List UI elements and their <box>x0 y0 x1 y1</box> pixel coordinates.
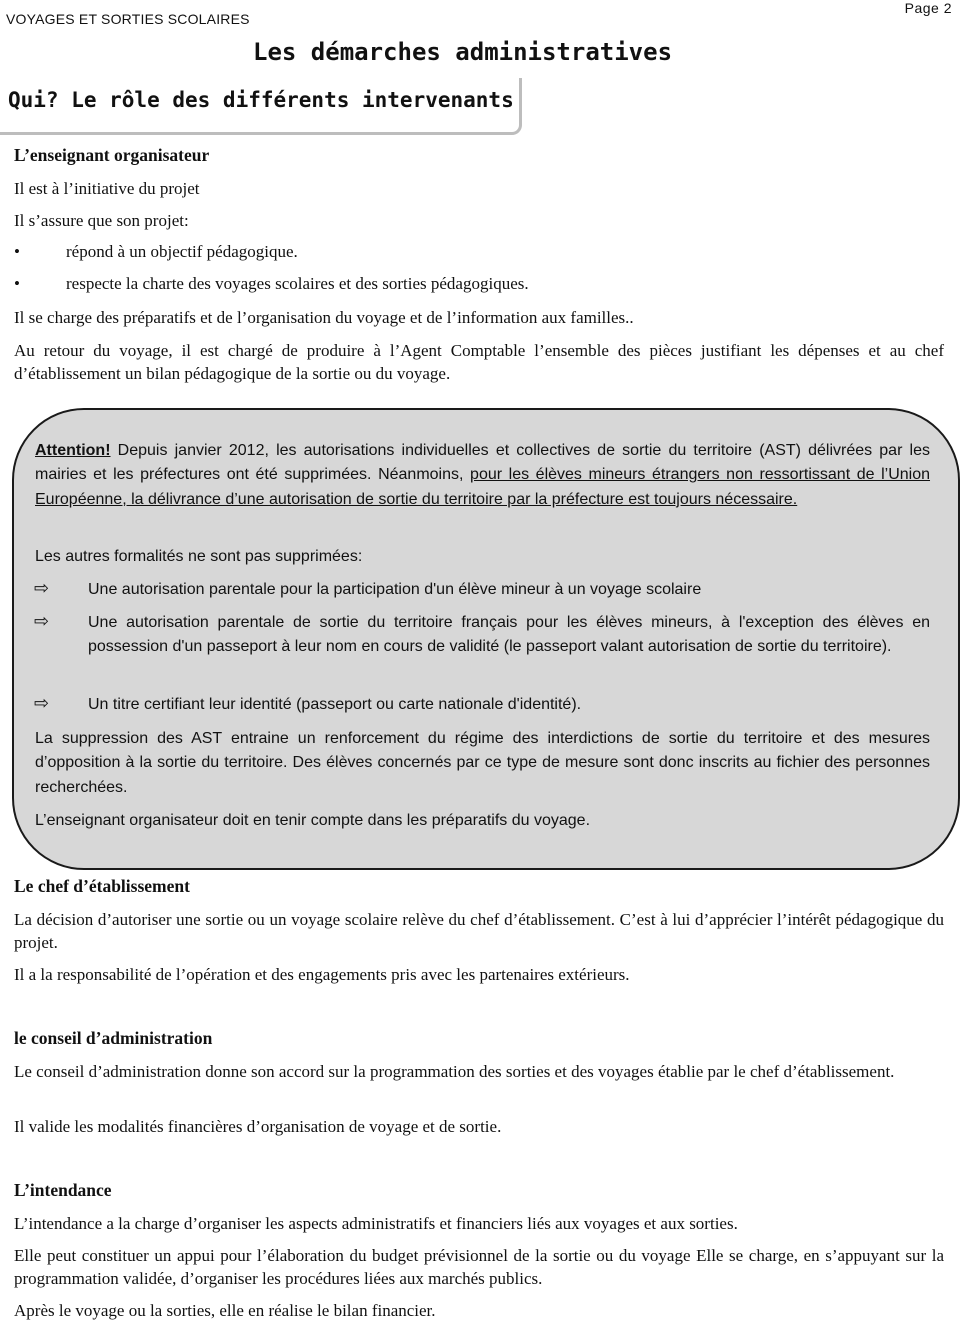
intendance-p3: Après le voyage ou la sorties, elle en réalise le bilan financier. <box>14 1301 436 1320</box>
conseil-p1: Le conseil d’administration donne son accord sur la programmation des sorties et des voyages établie par le chef d’établissement. <box>14 1062 895 1081</box>
page-title: Les démarches administratives <box>253 38 673 66</box>
arrow-icon: ⇨ <box>34 693 50 713</box>
enseignant-p3: Il se charge des préparatifs et de l’organisation du voyage et de l’information aux familles.. <box>14 308 634 327</box>
chef-p1: La décision d’autoriser une sortie ou un voyage scolaire relève du chef d’établissement. C’est à lui d’apprécier l’intérêt pédagogique du projet. <box>14 910 944 952</box>
bullet-icon: • <box>14 274 20 293</box>
bullet-icon: • <box>14 242 20 261</box>
attention-intro: Depuis janvier 2012, les autorisations individuelles et collectives de sortie du territoire (AST) délivrées par les mairies et les préfectures ont été supprimées. Néanmoins, <box>35 442 930 484</box>
closing-paragraph: L’enseignant organisateur doit en tenir compte dans les préparatifs du voyage. <box>35 812 591 829</box>
arrow-icon: ⇨ <box>34 578 50 598</box>
formality-item-2: Une autorisation parentale de sortie du territoire français pour les élèves mineurs, à l'exception des élèves en possession d'un passeport à leur nom en cours de validité (le passeport valant autorisation de sortie du territoire). <box>88 614 930 656</box>
formalities-intro: Les autres formalités ne sont pas supprimées: <box>35 548 363 565</box>
bullet-text: respecte la charte des voyages scolaires et des sorties pédagogiques. <box>66 274 529 293</box>
section-title: Qui? Le rôle des différents intervenants <box>8 88 514 112</box>
intendance-heading: L’intendance <box>14 1180 112 1200</box>
arrow-icon: ⇨ <box>34 611 50 631</box>
formality-item-1: Une autorisation parentale pour la participation d'un élève mineur à un voyage scolaire <box>88 581 702 598</box>
formality-item-3: Un titre certifiant leur identité (passeport ou carte nationale d'identité). <box>88 696 582 713</box>
enseignant-p4: Au retour du voyage, il est chargé de produire à l’Agent Comptable l’ensemble des pièces justifiant les dépenses et au chef d’établissement un bilan pédagogique de la sortie ou du voyage. <box>14 341 944 383</box>
enseignant-p1: Il est à l’initiative du projet <box>14 179 200 198</box>
chef-p2: Il a la responsabilité de l’opération et des engagements pris avec les partenaires extérieurs. <box>14 965 630 984</box>
chef-heading: Le chef d’établissement <box>14 876 190 896</box>
intendance-p1: L’intendance a la charge d’organiser les aspects administratifs et financiers liés aux voyages et aux sorties. <box>14 1214 738 1233</box>
attention-label: Attention! <box>35 442 111 459</box>
conseil-p2: Il valide les modalités financières d’organisation de voyage et de sortie. <box>14 1117 502 1136</box>
enseignant-heading: L’enseignant organisateur <box>14 145 210 165</box>
page-number: Page 2 <box>904 0 952 16</box>
attention-paragraph <box>35 439 930 512</box>
enseignant-p2: Il s’assure que son projet: <box>14 211 189 230</box>
attention-underlined: pour les élèves mineurs étrangers non ressortissant de l’Union Européenne, la délivrance d’une autorisation de sortie du territoire par la préfecture est toujours nécessaire. <box>35 466 931 508</box>
intendance-p2: Elle peut constituer un appui pour l’élaboration du budget prévisionnel de la sortie ou du voyage Elle se charge, en s’appuyant sur la programmation validée, d’organiser les procédures liées aux marchés publics. <box>14 1246 944 1288</box>
conseil-heading: le conseil d’administration <box>14 1028 213 1048</box>
bullet-text: répond à un objectif pédagogique. <box>66 242 298 261</box>
enseignant-bullet-2 <box>14 274 529 294</box>
enseignant-bullet-1 <box>14 242 298 262</box>
suppression-paragraph: La suppression des AST entraine un renforcement du régime des interdictions de sortie du territoire et des mesures d’opposition à la sortie du territoire. Des élèves concernés par ce type de mesure sont donc inscrits au fichier des personnes recherchées. <box>35 730 930 796</box>
running-header: VOYAGES ET SORTIES SCOLAIRES <box>6 11 250 27</box>
